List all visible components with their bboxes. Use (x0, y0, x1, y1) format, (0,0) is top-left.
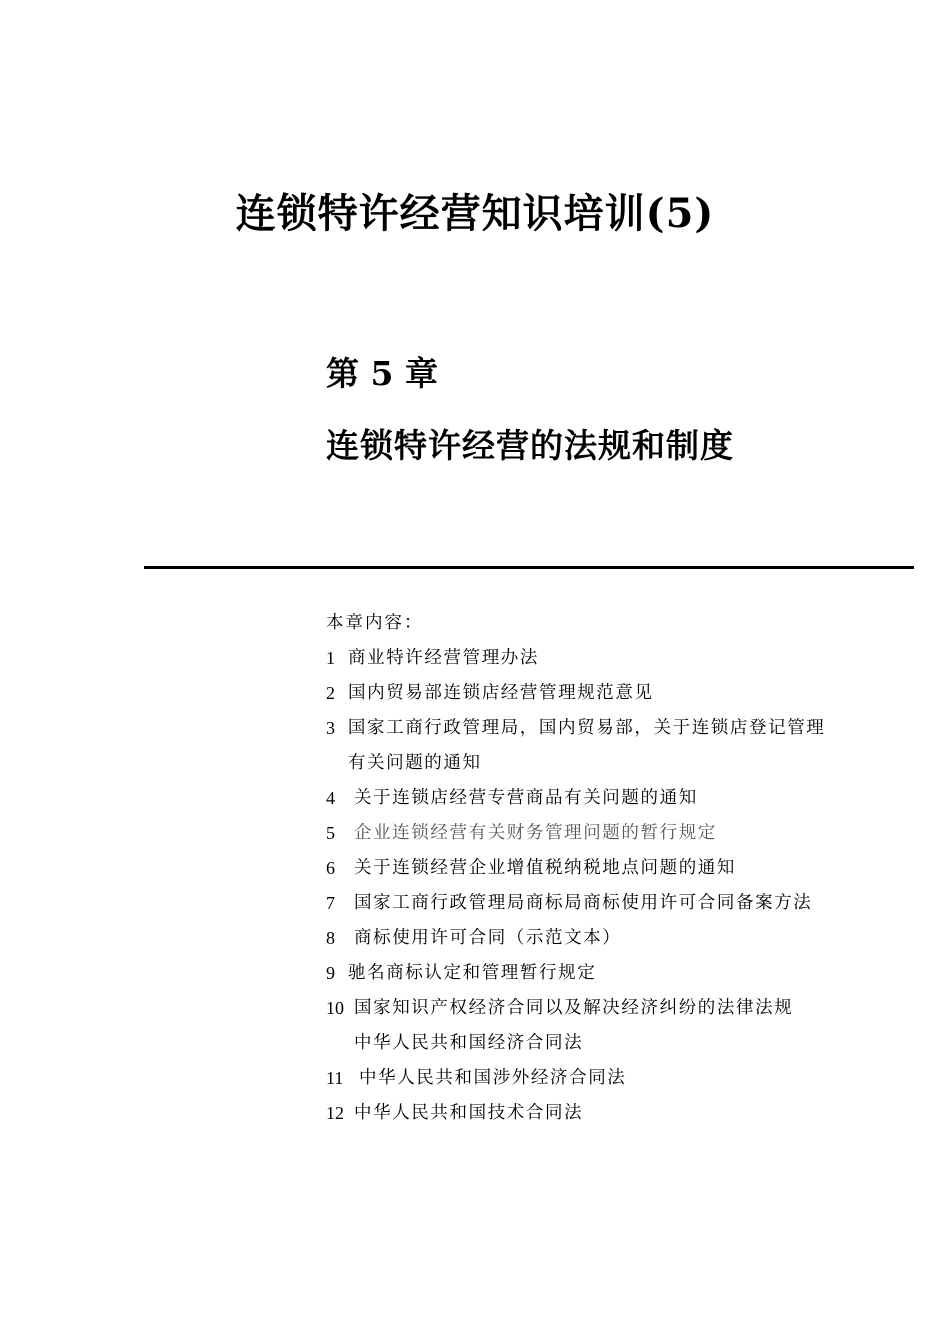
list-item (326, 991, 826, 1026)
item-number: 9 (326, 963, 335, 983)
list-item (326, 816, 826, 851)
list-item (326, 641, 826, 676)
item-text: 国家工商行政管理局，国内贸易部，关于连锁店登记管理有关问题的通知 (347, 718, 826, 773)
item-number: 8 (326, 928, 335, 948)
item-text: 中华人民共和国技术合同法 (354, 1103, 584, 1123)
horizontal-rule (144, 566, 914, 569)
item-number: 5 (326, 823, 335, 843)
item-number: 10 (326, 998, 344, 1018)
list-item (326, 956, 826, 991)
list-item (326, 676, 826, 711)
item-number: 3 (326, 718, 335, 738)
chapter-number: 第 5 章 (326, 354, 438, 393)
item-text: 关于连锁店经营专营商品有关问题的通知 (354, 788, 698, 808)
contents-label: 本章内容： (326, 613, 424, 633)
item-text: 国内贸易部连锁店经营管理规范意见 (348, 683, 654, 703)
item-text: 中华人民共和国涉外经济合同法 (359, 1068, 627, 1088)
item-number: 7 (326, 893, 335, 913)
item-text: 驰名商标认定和管理暂行规定 (348, 963, 597, 983)
list-item (326, 886, 826, 921)
item-number: 4 (326, 788, 335, 808)
list-item (326, 1061, 826, 1096)
item-text: 中华人民共和国经济合同法 (354, 1033, 584, 1053)
item-text: 关于连锁经营企业增值税纳税地点问题的通知 (354, 858, 736, 878)
item-text: 国家工商行政管理局商标局商标使用许可合同备案方法 (354, 893, 813, 913)
item-number: 2 (326, 683, 335, 703)
list-item (326, 921, 826, 956)
list-item (326, 1026, 826, 1061)
item-number: 1 (326, 648, 335, 668)
list-item (326, 851, 826, 886)
list-item (326, 781, 826, 816)
chapter-contents (326, 606, 826, 1131)
list-item (326, 1096, 826, 1131)
page-title: 连锁特许经营知识培训(5) (235, 190, 715, 237)
item-text: 企业连锁经营有关财务管理问题的暂行规定 (354, 823, 717, 843)
item-text: 商标使用许可合同（示范文本） (354, 928, 622, 948)
item-number: 11 (326, 1068, 344, 1088)
item-number: 12 (326, 1103, 344, 1123)
item-number: 6 (326, 858, 335, 878)
list-item (326, 711, 826, 781)
item-text: 国家知识产权经济合同以及解决经济纠纷的法律法规 (354, 998, 794, 1018)
contents-list (326, 641, 826, 1131)
item-number (326, 1026, 354, 1061)
item-text: 商业特许经营管理办法 (348, 648, 539, 668)
chapter-title: 连锁特许经营的法规和制度 (326, 426, 734, 465)
